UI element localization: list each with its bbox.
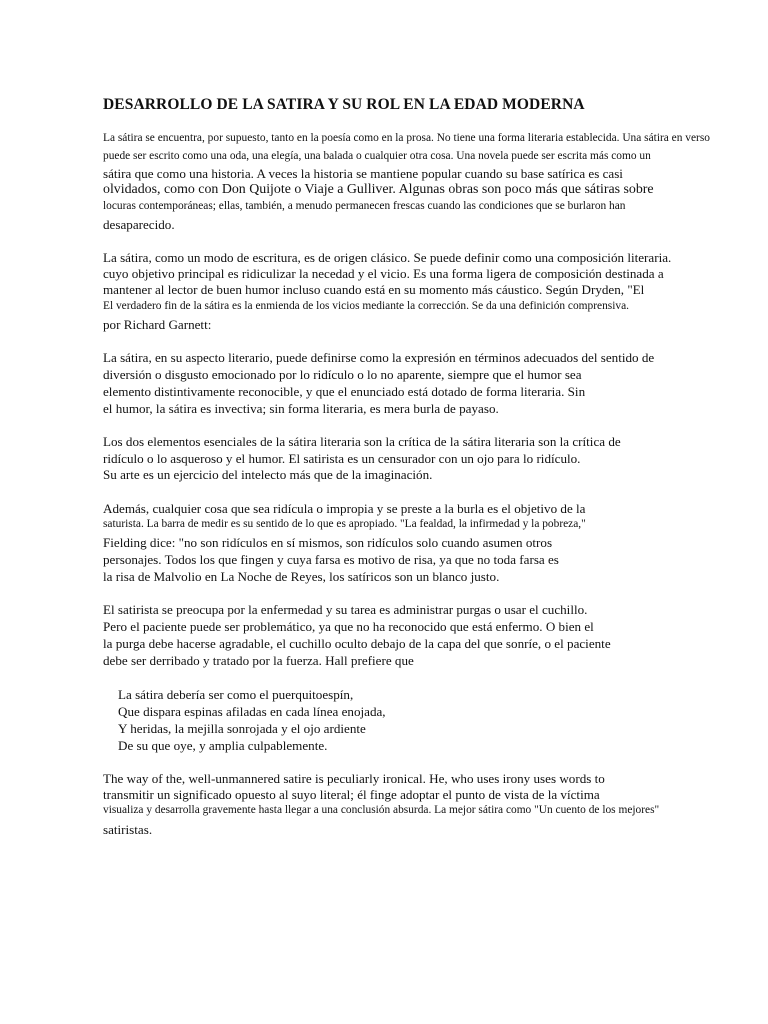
text-line: la risa de Malvolio en La Noche de Reyes, los satíricos son un blanco justo.	[103, 569, 500, 584]
text-line: personajes. Todos los que fingen y cuya farsa es motivo de risa, ya que no toda farsa es	[103, 552, 559, 567]
text-line: Su arte es un ejercicio del intelecto más que de la imaginación.	[103, 467, 433, 482]
text-line: transmitir un significado opuesto al suyo literal; él finge adoptar el punto de vista de la víctima	[103, 787, 600, 802]
text-line: satiristas.	[103, 822, 153, 837]
text-line: cuyo objetivo principal es ridiculizar la necedad y el vicio. Es una forma ligera de composición destinada a	[103, 266, 664, 281]
text-line: La sátira, en su aspecto literario, puede definirse como la expresión en términos adecuados del sentido de	[103, 350, 655, 365]
text-line: La sátira, como un modo de escritura, es de origen clásico. Se puede definir como una composición literaria.	[103, 250, 672, 265]
document-title: DESARROLLO DE LA SATIRA Y SU ROL EN LA EDAD MODERNA	[103, 96, 585, 113]
text-line: Pero el paciente puede ser problemático, ya que no ha reconocido que está enfermo. O bien el	[103, 619, 594, 634]
verse-line: La sátira debería ser como el puerquitoespín,	[118, 687, 354, 702]
text-line: Además, cualquier cosa que sea ridícula o impropia y se preste a la burla es el objetivo de la	[103, 501, 586, 516]
text-line: El verdadero fin de la sátira es la enmienda de los vicios mediante la corrección. Se da una definición comprensiva.	[103, 300, 629, 312]
text-line: mantener al lector de buen humor incluso cuando está en su momento más cáustico. Según Dryden, "El	[103, 282, 645, 297]
text-line: puede ser escrito como una oda, una elegía, una balada o cualquier otra cosa. Una novela puede ser escrita más como un	[103, 150, 651, 162]
text-line: sátira que como una historia. A veces la historia se mantiene popular cuando su base satírica es casi	[103, 166, 623, 181]
verse-line: Y heridas, la mejilla sonrojada y el ojo ardiente	[118, 721, 366, 736]
text-line: visualiza y desarrolla gravemente hasta llegar a una conclusión absurda. La mejor sátira como "Un cuento de los mejores"	[103, 804, 660, 816]
text-line: desaparecido.	[103, 217, 175, 232]
text-line: por Richard Garnett:	[103, 317, 212, 332]
text-line: Los dos elementos esenciales de la sátira literaria son la crítica de la sátira literaria son la crítica de	[103, 434, 621, 449]
text-line: diversión o disgusto emocionado por lo ridículo o lo no aparente, siempre que el humor sea	[103, 367, 582, 382]
text-line: ridículo o lo asqueroso y el humor. El satirista es un censurador con un ojo para lo ridículo.	[103, 451, 581, 466]
text-line: The way of the, well-unmannered satire is peculiarly ironical. He, who uses irony uses words to	[103, 771, 605, 786]
text-line: locuras contemporáneas; ellas, también, a menudo permanecen frescas cuando las condiciones que se burlaron han	[103, 200, 626, 212]
text-line: el humor, la sátira es invectiva; sin forma literaria, es mera burla de payaso.	[103, 401, 499, 416]
text-line: olvidados, como con Don Quijote o Viaje a Gulliver. Algunas obras son poco más que sátiras sobre	[103, 182, 654, 197]
text-line: La sátira se encuentra, por supuesto, tanto en la poesía como en la prosa. No tiene una forma literaria establecida. Una sátira en verso	[103, 132, 710, 144]
verse-line: De su que oye, y amplia culpablemente.	[118, 738, 328, 753]
text-line: El satirista se preocupa por la enfermedad y su tarea es administrar purgas o usar el cuchillo.	[103, 602, 588, 617]
text-line: debe ser derribado y tratado por la fuerza. Hall prefiere que	[103, 653, 414, 668]
text-line: saturista. La barra de medir es su sentido de lo que es apropiado. "La fealdad, la infirmedad y la pobreza,"	[103, 518, 586, 530]
verse-line: Que dispara espinas afiladas en cada línea enojada,	[118, 704, 386, 719]
text-line: elemento distintivamente reconocible, y que el enunciado está dotado de forma literaria. Sin	[103, 384, 586, 399]
text-line: Fielding dice: "no son ridículos en sí mismos, son ridículos solo cuando asumen otros	[103, 535, 553, 550]
text-line: la purga debe hacerse agradable, el cuchillo oculto debajo de la capa del que sonríe, o el paciente	[103, 636, 611, 651]
